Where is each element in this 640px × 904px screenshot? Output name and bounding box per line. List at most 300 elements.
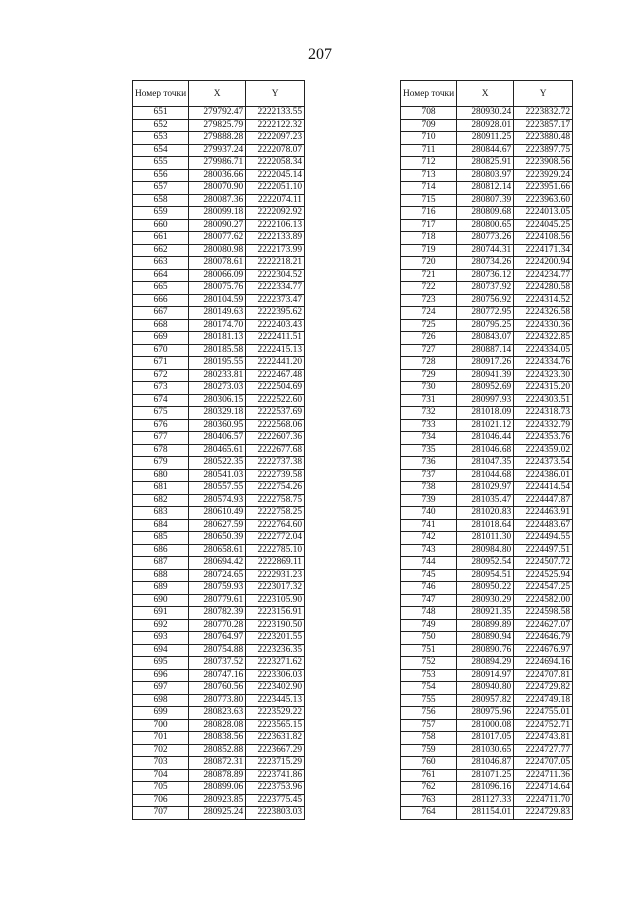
x-coordinate-cell: 281046.44 <box>457 432 514 445</box>
point-number-cell: 729 <box>401 369 457 382</box>
x-coordinate-cell: 280954.51 <box>457 569 514 582</box>
y-coordinate-cell: 2224013.05 <box>514 207 573 220</box>
x-coordinate-cell: 280852.88 <box>189 744 246 757</box>
table-row <box>401 782 573 795</box>
point-number-cell: 679 <box>133 457 189 470</box>
point-number-cell: 652 <box>133 119 189 132</box>
point-number-cell: 761 <box>401 769 457 782</box>
point-number-cell: 722 <box>401 282 457 295</box>
x-coordinate-cell: 280557.55 <box>189 482 246 495</box>
table-row <box>133 332 305 345</box>
y-coordinate-cell: 2224171.34 <box>514 244 573 257</box>
y-coordinate-cell: 2224373.54 <box>514 457 573 470</box>
x-coordinate-cell: 280185.58 <box>189 344 246 357</box>
table-row <box>133 494 305 507</box>
table-row <box>401 807 573 820</box>
y-coordinate-cell: 2224326.58 <box>514 307 573 320</box>
y-coordinate-cell: 2224507.72 <box>514 557 573 570</box>
table-row <box>401 532 573 545</box>
x-coordinate-cell: 280737.92 <box>457 282 514 295</box>
y-coordinate-cell: 2223832.72 <box>514 107 573 120</box>
y-coordinate-cell: 2224525.94 <box>514 569 573 582</box>
table-row <box>133 794 305 807</box>
y-coordinate-cell: 2222772.04 <box>246 532 305 545</box>
point-number-cell: 707 <box>133 807 189 820</box>
x-coordinate-cell: 280825.91 <box>457 157 514 170</box>
y-coordinate-cell: 2224497.51 <box>514 544 573 557</box>
table-row <box>401 119 573 132</box>
x-coordinate-cell: 280984.80 <box>457 544 514 557</box>
x-coordinate-cell: 280823.63 <box>189 707 246 720</box>
y-coordinate-cell: 2222133.89 <box>246 232 305 245</box>
y-coordinate-cell: 2224414.54 <box>514 482 573 495</box>
y-coordinate-cell: 2224463.91 <box>514 507 573 520</box>
x-coordinate-cell: 280928.01 <box>457 119 514 132</box>
table-row <box>401 469 573 482</box>
x-coordinate-cell: 281071.25 <box>457 769 514 782</box>
point-number-cell: 728 <box>401 357 457 370</box>
table-row <box>401 294 573 307</box>
x-coordinate-cell: 280736.12 <box>457 269 514 282</box>
x-coordinate-cell: 280957.82 <box>457 694 514 707</box>
y-coordinate-cell: 2222764.60 <box>246 519 305 532</box>
point-number-cell: 758 <box>401 732 457 745</box>
x-coordinate-cell: 280744.31 <box>457 244 514 257</box>
point-number-cell: 711 <box>401 144 457 157</box>
y-coordinate-cell: 2224200.94 <box>514 257 573 270</box>
table-row <box>133 682 305 695</box>
y-coordinate-cell: 2222373.47 <box>246 294 305 307</box>
table-row <box>133 419 305 432</box>
header-point-number: Номер точки <box>133 81 189 107</box>
x-coordinate-cell: 280149.63 <box>189 307 246 320</box>
point-number-cell: 735 <box>401 444 457 457</box>
y-coordinate-cell: 2224359.02 <box>514 444 573 457</box>
point-number-cell: 759 <box>401 744 457 757</box>
y-coordinate-cell: 2224330.36 <box>514 319 573 332</box>
x-coordinate-cell: 280658.61 <box>189 544 246 557</box>
table-row <box>401 582 573 595</box>
table-row <box>133 532 305 545</box>
point-number-cell: 651 <box>133 107 189 120</box>
y-coordinate-cell: 2222415.13 <box>246 344 305 357</box>
y-coordinate-cell: 2222403.43 <box>246 319 305 332</box>
point-number-cell: 705 <box>133 782 189 795</box>
y-coordinate-cell: 2223963.60 <box>514 194 573 207</box>
table-row <box>401 619 573 632</box>
x-coordinate-cell: 280782.39 <box>189 607 246 620</box>
point-number-cell: 714 <box>401 182 457 195</box>
point-number-cell: 737 <box>401 469 457 482</box>
table-row <box>133 807 305 820</box>
y-coordinate-cell: 2222106.13 <box>246 219 305 232</box>
x-coordinate-cell: 280066.09 <box>189 269 246 282</box>
x-coordinate-cell: 280306.15 <box>189 394 246 407</box>
point-number-cell: 676 <box>133 419 189 432</box>
coordinates-table-right <box>400 80 573 820</box>
table-row <box>133 482 305 495</box>
y-coordinate-cell: 2224318.73 <box>514 407 573 420</box>
y-coordinate-cell: 2224694.16 <box>514 657 573 670</box>
point-number-cell: 704 <box>133 769 189 782</box>
point-number-cell: 661 <box>133 232 189 245</box>
point-number-cell: 693 <box>133 632 189 645</box>
y-coordinate-cell: 2223929.24 <box>514 169 573 182</box>
point-number-cell: 732 <box>401 407 457 420</box>
table-row <box>401 769 573 782</box>
x-coordinate-cell: 280233.81 <box>189 369 246 382</box>
x-coordinate-cell: 280756.92 <box>457 294 514 307</box>
y-coordinate-cell: 2224714.64 <box>514 782 573 795</box>
point-number-cell: 721 <box>401 269 457 282</box>
table-row <box>133 507 305 520</box>
x-coordinate-cell: 280952.69 <box>457 382 514 395</box>
table-row <box>401 219 573 232</box>
y-coordinate-cell: 2222785.10 <box>246 544 305 557</box>
point-number-cell: 670 <box>133 344 189 357</box>
y-coordinate-cell: 2222334.77 <box>246 282 305 295</box>
table-row <box>133 257 305 270</box>
table-row <box>401 332 573 345</box>
x-coordinate-cell: 281030.65 <box>457 744 514 757</box>
y-coordinate-cell: 2224727.77 <box>514 744 573 757</box>
table-row <box>401 357 573 370</box>
table-row <box>401 544 573 557</box>
x-coordinate-cell: 280952.54 <box>457 557 514 570</box>
y-coordinate-cell: 2224045.25 <box>514 219 573 232</box>
point-number-cell: 694 <box>133 644 189 657</box>
table-row <box>401 319 573 332</box>
point-number-cell: 715 <box>401 194 457 207</box>
y-coordinate-cell: 2222133.55 <box>246 107 305 120</box>
table-row <box>133 119 305 132</box>
table-row <box>401 257 573 270</box>
y-coordinate-cell: 2224743.81 <box>514 732 573 745</box>
y-coordinate-cell: 2222078.07 <box>246 144 305 157</box>
table-row <box>401 719 573 732</box>
table-row <box>133 357 305 370</box>
table-row <box>401 557 573 570</box>
point-number-cell: 654 <box>133 144 189 157</box>
table-row <box>133 719 305 732</box>
point-number-cell: 756 <box>401 707 457 720</box>
x-coordinate-cell: 281096.16 <box>457 782 514 795</box>
y-coordinate-cell: 2223529.22 <box>246 707 305 720</box>
y-coordinate-cell: 2224627.07 <box>514 619 573 632</box>
x-coordinate-cell: 280760.56 <box>189 682 246 695</box>
point-number-cell: 686 <box>133 544 189 557</box>
x-coordinate-cell: 280803.97 <box>457 169 514 182</box>
point-number-cell: 745 <box>401 569 457 582</box>
point-number-cell: 717 <box>401 219 457 232</box>
table-row <box>401 132 573 145</box>
table-row <box>401 307 573 320</box>
y-coordinate-cell: 2222758.75 <box>246 494 305 507</box>
y-coordinate-cell: 2222739.58 <box>246 469 305 482</box>
point-number-cell: 699 <box>133 707 189 720</box>
point-number-cell: 748 <box>401 607 457 620</box>
y-coordinate-cell: 2224353.76 <box>514 432 573 445</box>
point-number-cell: 751 <box>401 644 457 657</box>
point-number-cell: 682 <box>133 494 189 507</box>
table-row <box>401 794 573 807</box>
point-number-cell: 734 <box>401 432 457 445</box>
point-number-cell: 747 <box>401 594 457 607</box>
table-row <box>133 444 305 457</box>
point-number-cell: 738 <box>401 482 457 495</box>
y-coordinate-cell: 2223156.91 <box>246 607 305 620</box>
point-number-cell: 723 <box>401 294 457 307</box>
point-number-cell: 657 <box>133 182 189 195</box>
y-coordinate-cell: 2223715.29 <box>246 757 305 770</box>
y-coordinate-cell: 2224547.25 <box>514 582 573 595</box>
point-number-cell: 731 <box>401 394 457 407</box>
x-coordinate-cell: 280078.61 <box>189 257 246 270</box>
table-row <box>401 407 573 420</box>
table-row <box>133 694 305 707</box>
x-coordinate-cell: 280759.93 <box>189 582 246 595</box>
x-coordinate-cell: 279792.47 <box>189 107 246 120</box>
y-coordinate-cell: 2223306.03 <box>246 669 305 682</box>
y-coordinate-cell: 2223897.75 <box>514 144 573 157</box>
x-coordinate-cell: 280894.29 <box>457 657 514 670</box>
y-coordinate-cell: 2222441.20 <box>246 357 305 370</box>
x-coordinate-cell: 281127.33 <box>457 794 514 807</box>
y-coordinate-cell: 2224322.85 <box>514 332 573 345</box>
table-row <box>401 507 573 520</box>
y-coordinate-cell: 2223105.90 <box>246 594 305 607</box>
x-coordinate-cell: 280844.67 <box>457 144 514 157</box>
table-row <box>401 194 573 207</box>
y-coordinate-cell: 2222537.69 <box>246 407 305 420</box>
point-number-cell: 691 <box>133 607 189 620</box>
point-number-cell: 695 <box>133 657 189 670</box>
x-coordinate-cell: 280872.31 <box>189 757 246 770</box>
point-number-cell: 667 <box>133 307 189 320</box>
x-coordinate-cell: 281021.12 <box>457 419 514 432</box>
y-coordinate-cell: 2222522.60 <box>246 394 305 407</box>
table-row <box>133 744 305 757</box>
table-row <box>401 269 573 282</box>
table-row <box>401 244 573 257</box>
y-coordinate-cell: 2223667.29 <box>246 744 305 757</box>
table-row <box>401 382 573 395</box>
y-coordinate-cell: 2222467.48 <box>246 369 305 382</box>
point-number-cell: 687 <box>133 557 189 570</box>
y-coordinate-cell: 2224234.77 <box>514 269 573 282</box>
x-coordinate-cell: 280950.22 <box>457 582 514 595</box>
table-row <box>401 207 573 220</box>
table-row <box>401 419 573 432</box>
table-row <box>401 694 573 707</box>
table-row <box>133 582 305 595</box>
x-coordinate-cell: 281047.35 <box>457 457 514 470</box>
table-row <box>401 519 573 532</box>
x-coordinate-cell: 281017.05 <box>457 732 514 745</box>
y-coordinate-cell: 2222754.26 <box>246 482 305 495</box>
table-row <box>401 607 573 620</box>
y-coordinate-cell: 2222122.32 <box>246 119 305 132</box>
x-coordinate-cell: 279888.28 <box>189 132 246 145</box>
point-number-cell: 653 <box>133 132 189 145</box>
x-coordinate-cell: 280779.61 <box>189 594 246 607</box>
point-number-cell: 742 <box>401 532 457 545</box>
point-number-cell: 684 <box>133 519 189 532</box>
table-row <box>133 782 305 795</box>
header-y: Y <box>246 81 305 107</box>
table-row <box>133 569 305 582</box>
x-coordinate-cell: 280360.95 <box>189 419 246 432</box>
table-row <box>401 682 573 695</box>
x-coordinate-cell: 279825.79 <box>189 119 246 132</box>
table-row <box>133 469 305 482</box>
coordinates-table-left <box>132 80 305 820</box>
point-number-cell: 668 <box>133 319 189 332</box>
point-number-cell: 754 <box>401 682 457 695</box>
point-number-cell: 688 <box>133 569 189 582</box>
point-number-cell: 696 <box>133 669 189 682</box>
point-number-cell: 752 <box>401 657 457 670</box>
table-row <box>133 282 305 295</box>
point-number-cell: 712 <box>401 157 457 170</box>
y-coordinate-cell: 2223741.86 <box>246 769 305 782</box>
y-coordinate-cell: 2222058.34 <box>246 157 305 170</box>
table-row <box>133 669 305 682</box>
x-coordinate-cell: 280925.24 <box>189 807 246 820</box>
table-row <box>401 182 573 195</box>
table-row <box>133 219 305 232</box>
header-x: X <box>189 81 246 107</box>
point-number-cell: 726 <box>401 332 457 345</box>
x-coordinate-cell: 281035.47 <box>457 494 514 507</box>
point-number-cell: 678 <box>133 444 189 457</box>
x-coordinate-cell: 280812.14 <box>457 182 514 195</box>
table-row <box>133 407 305 420</box>
x-coordinate-cell: 280914.97 <box>457 669 514 682</box>
y-coordinate-cell: 2224483.67 <box>514 519 573 532</box>
x-coordinate-cell: 281029.97 <box>457 482 514 495</box>
y-coordinate-cell: 2222045.14 <box>246 169 305 182</box>
y-coordinate-cell: 2224494.55 <box>514 532 573 545</box>
table-row <box>401 282 573 295</box>
table-row <box>133 182 305 195</box>
header-y: Y <box>514 81 573 107</box>
table-row <box>133 619 305 632</box>
table-row <box>133 369 305 382</box>
point-number-cell: 680 <box>133 469 189 482</box>
table-row <box>133 157 305 170</box>
point-number-cell: 659 <box>133 207 189 220</box>
table-row <box>133 632 305 645</box>
point-number-cell: 763 <box>401 794 457 807</box>
x-coordinate-cell: 280754.88 <box>189 644 246 657</box>
x-coordinate-cell: 280273.03 <box>189 382 246 395</box>
y-coordinate-cell: 2224334.76 <box>514 357 573 370</box>
y-coordinate-cell: 2222931.23 <box>246 569 305 582</box>
x-coordinate-cell: 280838.56 <box>189 732 246 745</box>
y-coordinate-cell: 2222074.11 <box>246 194 305 207</box>
y-coordinate-cell: 2222304.52 <box>246 269 305 282</box>
point-number-cell: 739 <box>401 494 457 507</box>
point-number-cell: 718 <box>401 232 457 245</box>
x-coordinate-cell: 280917.26 <box>457 357 514 370</box>
y-coordinate-cell: 2222758.25 <box>246 507 305 520</box>
point-number-cell: 698 <box>133 694 189 707</box>
point-number-cell: 713 <box>401 169 457 182</box>
y-coordinate-cell: 2223908.56 <box>514 157 573 170</box>
point-number-cell: 760 <box>401 757 457 770</box>
table-row <box>133 307 305 320</box>
table-row <box>401 732 573 745</box>
x-coordinate-cell: 280795.25 <box>457 319 514 332</box>
x-coordinate-cell: 280737.52 <box>189 657 246 670</box>
point-number-cell: 703 <box>133 757 189 770</box>
point-number-cell: 716 <box>401 207 457 220</box>
table-row <box>133 644 305 657</box>
point-number-cell: 720 <box>401 257 457 270</box>
x-coordinate-cell: 280627.59 <box>189 519 246 532</box>
x-coordinate-cell: 279937.24 <box>189 144 246 157</box>
y-coordinate-cell: 2223880.48 <box>514 132 573 145</box>
y-coordinate-cell: 2223017.32 <box>246 582 305 595</box>
table-row <box>401 444 573 457</box>
point-number-cell: 677 <box>133 432 189 445</box>
x-coordinate-cell: 280195.55 <box>189 357 246 370</box>
point-number-cell: 697 <box>133 682 189 695</box>
point-number-cell: 666 <box>133 294 189 307</box>
y-coordinate-cell: 2224707.81 <box>514 669 573 682</box>
x-coordinate-cell: 281020.83 <box>457 507 514 520</box>
point-number-cell: 746 <box>401 582 457 595</box>
table-row <box>133 294 305 307</box>
table-row <box>401 369 573 382</box>
table-row <box>133 319 305 332</box>
y-coordinate-cell: 2224755.01 <box>514 707 573 720</box>
x-coordinate-cell: 280890.94 <box>457 632 514 645</box>
y-coordinate-cell: 2223631.82 <box>246 732 305 745</box>
point-number-cell: 744 <box>401 557 457 570</box>
x-coordinate-cell: 280899.06 <box>189 782 246 795</box>
y-coordinate-cell: 2223201.55 <box>246 632 305 645</box>
x-coordinate-cell: 280921.35 <box>457 607 514 620</box>
table-header-row <box>133 81 305 107</box>
point-number-cell: 741 <box>401 519 457 532</box>
point-number-cell: 706 <box>133 794 189 807</box>
table-row <box>133 657 305 670</box>
x-coordinate-cell: 280070.90 <box>189 182 246 195</box>
x-coordinate-cell: 280522.35 <box>189 457 246 470</box>
y-coordinate-cell: 2224646.79 <box>514 632 573 645</box>
table-row <box>133 244 305 257</box>
x-coordinate-cell: 280809.68 <box>457 207 514 220</box>
point-number-cell: 692 <box>133 619 189 632</box>
x-coordinate-cell: 280828.08 <box>189 719 246 732</box>
y-coordinate-cell: 2224447.87 <box>514 494 573 507</box>
x-coordinate-cell: 280610.49 <box>189 507 246 520</box>
point-number-cell: 749 <box>401 619 457 632</box>
x-coordinate-cell: 280878.89 <box>189 769 246 782</box>
point-number-cell: 671 <box>133 357 189 370</box>
point-number-cell: 689 <box>133 582 189 595</box>
x-coordinate-cell: 281011.30 <box>457 532 514 545</box>
table-row <box>133 607 305 620</box>
x-coordinate-cell: 279986.71 <box>189 157 246 170</box>
y-coordinate-cell: 2223190.50 <box>246 619 305 632</box>
y-coordinate-cell: 2223445.13 <box>246 694 305 707</box>
header-point-number: Номер точки <box>401 81 457 107</box>
point-number-cell: 700 <box>133 719 189 732</box>
x-coordinate-cell: 280694.42 <box>189 557 246 570</box>
